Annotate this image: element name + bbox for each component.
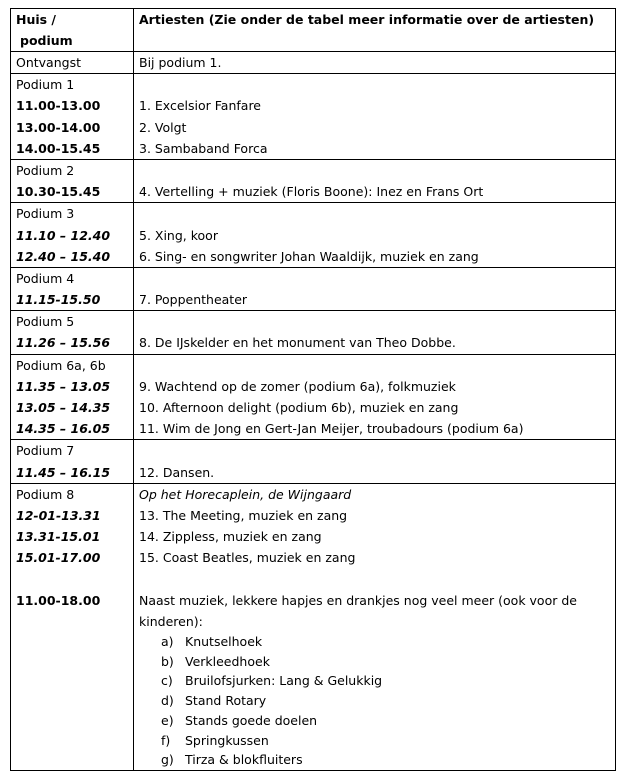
list-item	[139, 652, 610, 672]
artist-text: Bij podium 1.	[139, 55, 222, 70]
artist-cell	[134, 354, 616, 440]
list-text: Bruilofsjurken: Lang & Gelukkig	[185, 673, 383, 689]
time-slot: 11.10 – 12.40	[16, 227, 111, 243]
artist-cell	[134, 267, 616, 310]
artist-text: 1. Excelsior Fanfare	[139, 98, 261, 114]
list-item	[139, 750, 610, 770]
stage-cell	[11, 74, 134, 160]
artist-text: 9. Wachtend op de zomer (podium 6a), folkmuziek	[139, 378, 456, 394]
artist-text: 14. Zippless, muziek en zang	[139, 529, 322, 545]
list-item	[139, 691, 610, 711]
time-slot: 12.40 – 15.40	[16, 248, 111, 264]
artist-text	[139, 74, 610, 95]
list-item	[139, 711, 610, 731]
artist-text: 3. Sambaband Forca	[139, 140, 268, 156]
stage-cell	[11, 52, 134, 74]
spacer	[16, 569, 128, 590]
table-row	[11, 311, 616, 354]
artist-cell	[134, 203, 616, 268]
list-item	[139, 632, 610, 652]
artist-text: 2. Volgt	[139, 119, 187, 135]
list-letter: c)	[161, 673, 173, 689]
artist-text	[139, 440, 610, 461]
time-slot: 11.00-18.00	[16, 592, 101, 608]
list-text: Knutselhoek	[185, 634, 263, 650]
table-row	[11, 74, 616, 160]
table-row	[11, 52, 616, 74]
stage-label: Podium 8	[16, 486, 75, 502]
list-text: Stand Rotary	[185, 693, 267, 709]
table-row	[11, 440, 616, 483]
artist-text	[139, 268, 610, 289]
artist-text	[139, 311, 610, 332]
table-row	[11, 483, 616, 770]
time-slot: 11.00-13.00	[16, 98, 101, 114]
schedule-table	[10, 8, 616, 771]
artist-text: 4. Vertelling + muziek (Floris Boone): Inez en Frans Ort	[139, 184, 484, 200]
artist-text	[139, 203, 610, 224]
list-letter: e)	[161, 712, 174, 728]
time-slot: 13.31-15.01	[16, 529, 101, 545]
table-row	[11, 203, 616, 268]
time-slot: 15.01-17.00	[16, 550, 101, 566]
extras-list	[139, 632, 610, 770]
list-letter: a)	[161, 634, 174, 650]
stage-label: Podium 1	[16, 77, 75, 93]
stage-label: Podium 2	[16, 162, 75, 178]
header-cell-artists	[134, 9, 616, 52]
time-slot: 12-01-13.31	[16, 507, 101, 523]
artist-cell	[134, 440, 616, 483]
header-stage-line-1: Huis /	[16, 12, 57, 27]
list-text: Springkussen	[185, 732, 269, 748]
time-slot: 13.00-14.00	[16, 119, 101, 135]
header-artists-text: Artiesten (Zie onder de tabel meer informatie over de artiesten)	[139, 12, 595, 27]
artist-text: 13. The Meeting, muziek en zang	[139, 507, 348, 523]
table-row	[11, 159, 616, 202]
time-slot: 10.30-15.45	[16, 184, 101, 200]
artist-text: 5. Xing, koor	[139, 227, 218, 243]
list-text: Tirza & blokfluiters	[185, 752, 303, 768]
artist-text	[139, 160, 610, 181]
stage-cell	[11, 354, 134, 440]
stage-label: Podium 4	[16, 270, 75, 286]
list-text: Stands goede doelen	[185, 712, 318, 728]
stage-cell	[11, 440, 134, 483]
artist-text: 6. Sing- en songwriter Johan Waaldijk, muziek en zang	[139, 248, 479, 264]
time-slot: 14.35 – 16.05	[16, 421, 111, 437]
artist-text: 15. Coast Beatles, muziek en zang	[139, 550, 356, 566]
artist-text: 8. De IJskelder en het monument van Theo Dobbe.	[139, 335, 456, 351]
header-cell-stage	[11, 9, 134, 52]
stage-cell	[11, 203, 134, 268]
artist-text: 7. Poppentheater	[139, 292, 248, 308]
extras-intro: kinderen):	[139, 613, 203, 629]
artist-text	[139, 355, 610, 376]
list-text: Verkleedhoek	[185, 653, 270, 669]
list-letter: b)	[161, 653, 174, 669]
stage-label: Podium 6a, 6b	[16, 357, 106, 373]
list-letter: d)	[161, 693, 174, 709]
stage-label: Podium 3	[16, 206, 75, 222]
time-slot: 11.26 – 15.56	[16, 335, 111, 351]
time-slot: 13.05 – 14.35	[16, 400, 111, 415]
time-slot: 11.35 – 13.05	[16, 378, 111, 394]
location-note: Op het Horecaplein, de Wijngaard	[139, 486, 352, 502]
list-letter: f)	[161, 732, 171, 748]
list-item	[139, 671, 610, 691]
spacer	[139, 569, 610, 590]
artist-cell	[134, 483, 616, 770]
artist-cell	[134, 311, 616, 354]
stage-cell	[11, 159, 134, 202]
stage-cell	[11, 483, 134, 770]
header-stage-line-2: podium	[20, 33, 73, 48]
stage-cell	[11, 311, 134, 354]
stage-cell	[11, 267, 134, 310]
extras-intro: Naast muziek, lekkere hapjes en drankjes nog veel meer (ook voor de	[139, 592, 577, 608]
artist-cell	[134, 159, 616, 202]
table-header-row	[11, 9, 616, 52]
table-row	[11, 354, 616, 440]
time-slot: 11.45 – 16.15	[16, 464, 111, 480]
artist-text: 11. Wim de Jong en Gert-Jan Meijer, troubadours (podium 6a)	[139, 421, 524, 437]
artist-cell	[134, 74, 616, 160]
stage-label: Podium 5	[16, 314, 75, 330]
time-slot: 14.00-15.45	[16, 140, 101, 156]
time-slot: 11.15-15.50	[16, 292, 101, 308]
artist-text: 10. Afternoon delight (podium 6b), muziek en zang	[139, 400, 459, 415]
list-item	[139, 731, 610, 751]
table-row	[11, 267, 616, 310]
stage-label: Ontvangst	[16, 55, 81, 70]
list-letter: g)	[161, 752, 174, 768]
artist-cell	[134, 52, 616, 74]
artist-text: 12. Dansen.	[139, 464, 215, 480]
stage-label: Podium 7	[16, 443, 75, 459]
